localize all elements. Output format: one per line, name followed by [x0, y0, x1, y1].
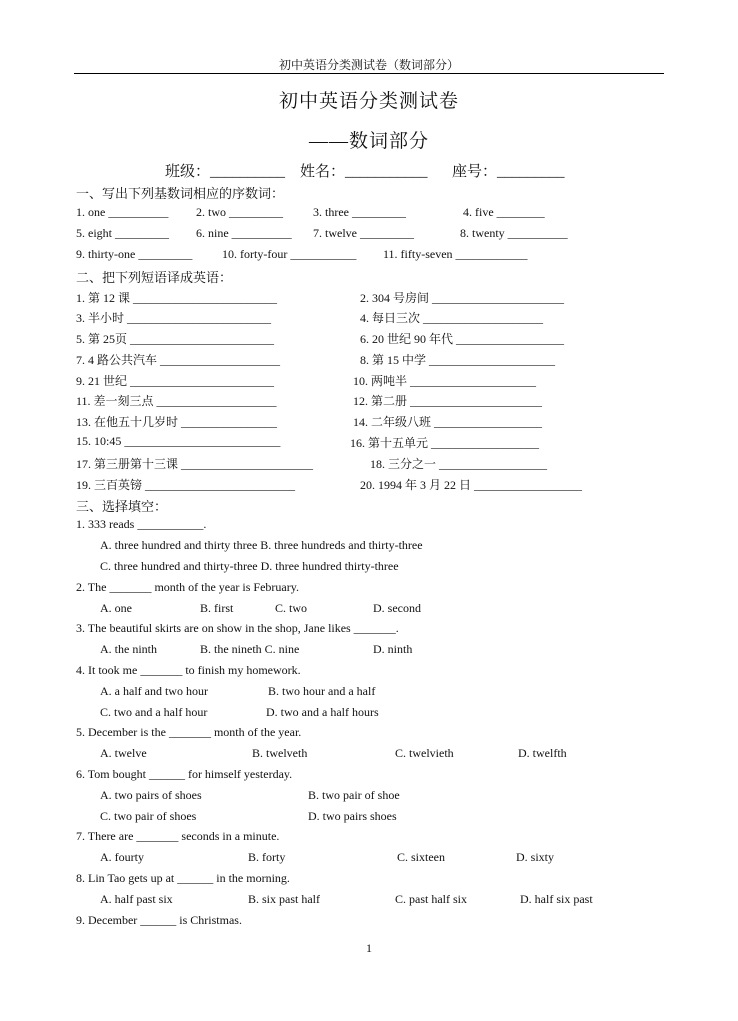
answer-option: B. the nineth C. nine: [200, 642, 300, 656]
document-title: 初中英语分类测试卷: [278, 91, 459, 112]
s1-item: 10. forty-four ___________: [222, 247, 357, 261]
question: 3. The beautiful skirts are on show in the shop, Jane likes _______.: [76, 621, 399, 635]
answer-option: C. two pair of shoes: [100, 809, 197, 823]
answer-option: B. two hour and a half: [268, 684, 376, 698]
answer-option: C. two and a half hour: [100, 705, 208, 719]
s2-item: 20. 1994 年 3 月 22 日 __________________: [360, 478, 583, 492]
s1-item: 2. two _________: [196, 205, 283, 219]
s1-item: 8. twenty __________: [460, 226, 568, 240]
answer-option: B. forty: [248, 850, 286, 864]
answer-option: A. one: [100, 601, 132, 615]
page-header: 初中英语分类测试卷（数词部分）: [278, 58, 459, 72]
answer-option: D. second: [373, 601, 421, 615]
s2-item: 17. 第三册第十三课 ______________________: [76, 457, 314, 471]
page-number: 1: [366, 941, 372, 955]
answer-option: C. sixteen: [397, 850, 445, 864]
header-rule: [74, 73, 664, 74]
answer-option: C. three hundred and thirty-three D. three hundred thirty-three: [100, 559, 399, 573]
answer-option: B. twelveth: [252, 746, 308, 760]
answer-option: A. a half and two hour: [100, 684, 208, 698]
class-field: 班级：__________: [165, 164, 286, 180]
s2-item: 14. 二年级八班 __________________: [353, 415, 543, 429]
s1-item: 3. three _________: [313, 205, 406, 219]
s1-item: 9. thirty-one _________: [76, 247, 193, 261]
section2-heading: 二、把下列短语译成英语：: [76, 270, 233, 285]
s2-item: 15. 10:45 __________________________: [76, 434, 281, 448]
s2-item: 8. 第 15 中学 _____________________: [360, 353, 556, 367]
answer-option: A. fourty: [100, 850, 144, 864]
question: 5. December is the _______ month of the year.: [76, 725, 302, 739]
s1-item: 11. fifty-seven ____________: [383, 247, 528, 261]
answer-option: D. twelfth: [518, 746, 567, 760]
s1-item: 1. one __________: [76, 205, 169, 219]
answer-option: A. three hundred and thirty three B. three hundreds and thirty-three: [100, 538, 423, 552]
s2-item: 5. 第 25页 ________________________: [76, 332, 275, 346]
answer-option: C. past half six: [395, 892, 467, 906]
answer-option: B. two pair of shoe: [308, 788, 400, 802]
s2-item: 19. 三百英镑 _________________________: [76, 478, 296, 492]
answer-option: D. two and a half hours: [266, 705, 379, 719]
s2-item: 11. 差一刻三点 ____________________: [76, 394, 277, 408]
seat-field: 座号：_________: [452, 164, 565, 180]
answer-option: B. six past half: [248, 892, 320, 906]
answer-option: A. twelve: [100, 746, 147, 760]
document-subtitle: ——数词部分: [308, 131, 429, 152]
question: 7. There are _______ seconds in a minute.: [76, 829, 280, 843]
s2-item: 7. 4 路公共汽车 ____________________: [76, 353, 281, 367]
s2-item: 13. 在他五十几岁时 ________________: [76, 415, 278, 429]
s1-item: 5. eight _________: [76, 226, 169, 240]
answer-option: D. sixty: [516, 850, 555, 864]
question: 1. 333 reads ___________.: [76, 517, 207, 531]
s1-item: 6. nine __________: [196, 226, 292, 240]
s2-item: 9. 21 世纪 ________________________: [76, 374, 275, 388]
answer-option: D. half six past: [520, 892, 593, 906]
question: 9. December ______ is Christmas.: [76, 913, 242, 927]
question: 8. Lin Tao gets up at ______ in the morning.: [76, 871, 290, 885]
s2-item: 6. 20 世纪 90 年代 __________________: [360, 332, 565, 346]
s2-item: 4. 每日三次 ____________________: [360, 311, 544, 325]
answer-option: D. two pairs shoes: [308, 809, 397, 823]
section3-heading: 三、选择填空：: [76, 499, 168, 514]
answer-option: B. first: [200, 601, 234, 615]
s2-item: 10. 两吨半 _____________________: [353, 374, 537, 388]
s2-item: 16. 第十五单元 __________________: [350, 436, 540, 450]
s2-item: 12. 第二册 ______________________: [353, 394, 543, 408]
s2-item: 3. 半小时 ________________________: [76, 311, 272, 325]
name-field: 姓名：___________: [300, 164, 428, 180]
answer-option: C. twelvieth: [395, 746, 454, 760]
s1-item: 4. five ________: [463, 205, 545, 219]
s2-item: 18. 三分之一 __________________: [370, 457, 548, 471]
section1-heading: 一、写出下列基数词相应的序数词：: [76, 186, 285, 201]
question: 4. It took me _______ to finish my homework.: [76, 663, 301, 677]
answer-option: C. two: [275, 601, 308, 615]
s2-item: 2. 304 号房间 ______________________: [360, 291, 565, 305]
s2-item: 1. 第 12 课 ________________________: [76, 291, 278, 305]
answer-option: A. the ninth: [100, 642, 157, 656]
question: 6. Tom bought ______ for himself yesterday.: [76, 767, 293, 781]
answer-option: A. half past six: [100, 892, 173, 906]
answer-option: D. ninth: [373, 642, 413, 656]
s1-item: 7. twelve _________: [313, 226, 414, 240]
answer-option: A. two pairs of shoes: [100, 788, 202, 802]
question: 2. The _______ month of the year is February.: [76, 580, 299, 594]
